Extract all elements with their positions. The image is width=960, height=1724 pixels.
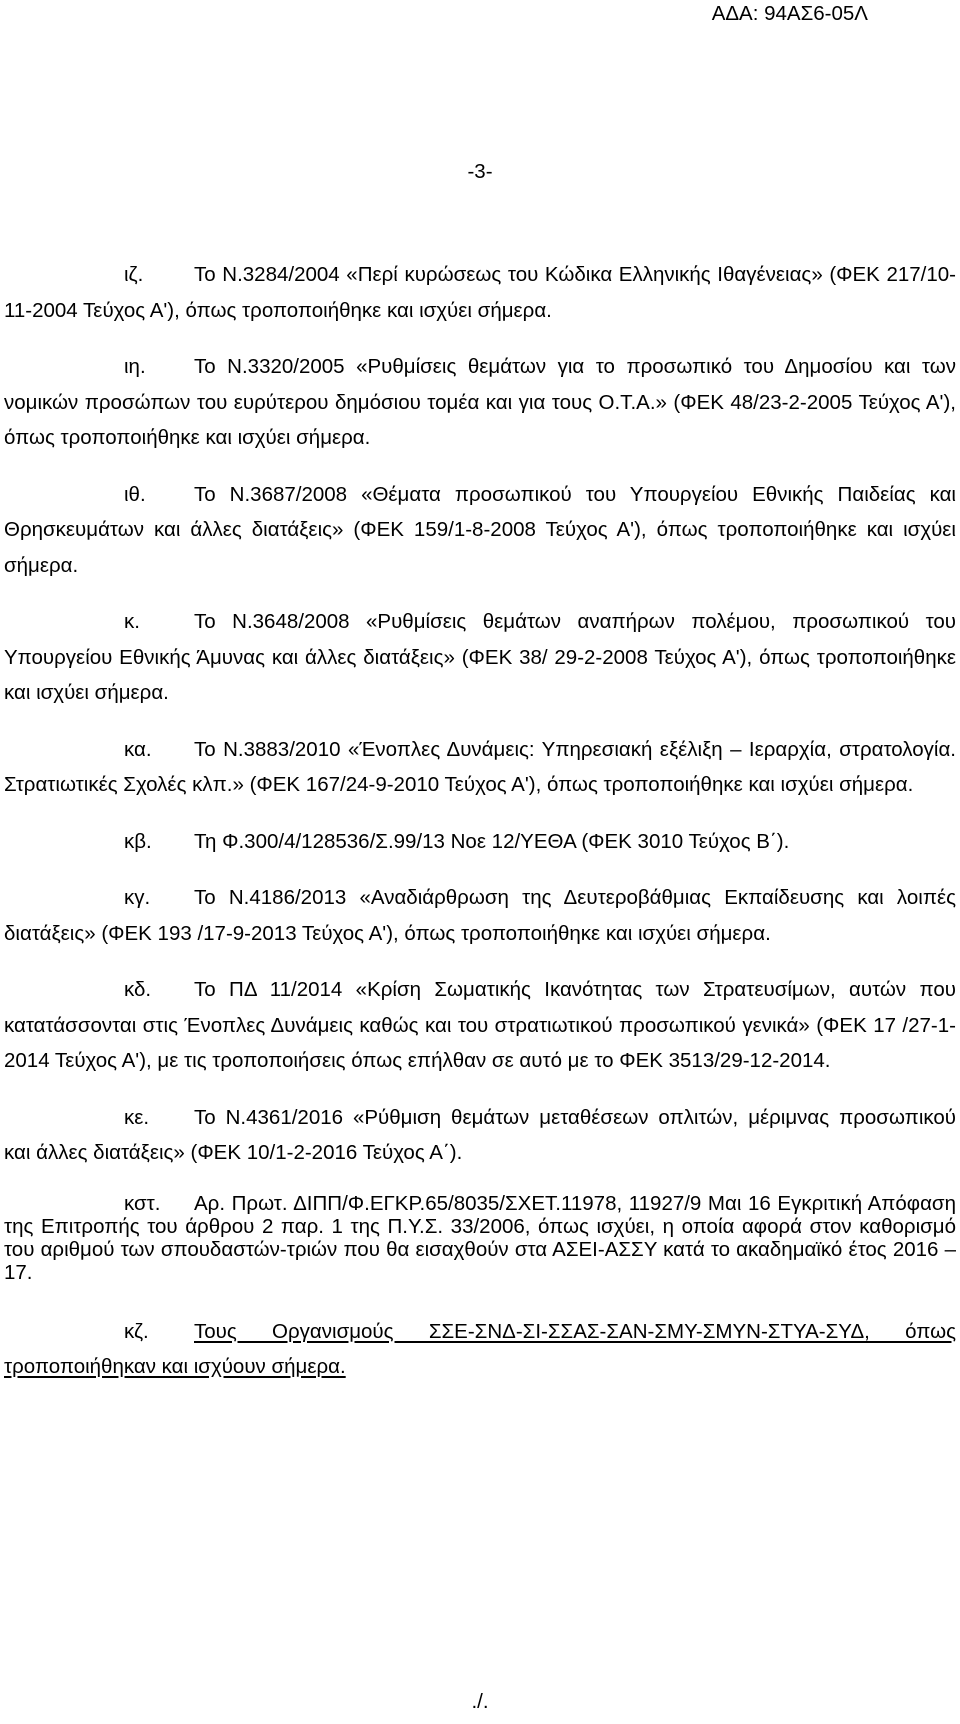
item-number: κστ.	[124, 1191, 161, 1215]
item-number: κ.	[124, 610, 140, 633]
item-text: Το Ν.4361/2016 «Ρύθμιση θεμάτων μεταθέσεων οπλιτών, μέριμνας προσωπικού και άλλες διατάξεις» (ΦΕΚ 10/1-2-2016 Τεύχος Α΄).	[4, 1105, 956, 1164]
list-item	[4, 972, 956, 1079]
list-item	[4, 604, 956, 711]
item-number: ιθ.	[124, 482, 146, 506]
list-item	[4, 1192, 956, 1284]
item-text: Το Ν.3687/2008 «Θέματα προσωπικού του Υπουργείου Εθνικής Παιδείας και Θρησκευμάτων και άλλες διατάξεις» (ΦΕΚ 159/1-8-2008 Τεύχος Α'), όπως τροποποιήθηκε και ισχύει σήμερα.	[4, 482, 956, 577]
list-item	[4, 1100, 956, 1171]
item-number: ιη.	[124, 355, 146, 378]
item-number: κε.	[124, 1105, 150, 1129]
item-number: ιζ.	[124, 263, 144, 286]
list-item	[4, 349, 956, 456]
document-body	[4, 257, 956, 1406]
item-text: Το Ν.4186/2013 «Αναδιάρθρωση της Δευτεροβάθμιας Εκπαίδευσης και λοιπές διατάξεις» (ΦΕΚ 193 /17-9-2013 Τεύχος Α'), όπως τροποποιήθηκε και ισχύει σήμερα.	[4, 886, 956, 945]
list-item	[4, 477, 956, 584]
item-number: κγ.	[124, 886, 151, 909]
ada-code: ΑΔΑ: 94ΑΣ6-05Λ	[711, 2, 868, 25]
page-number: -3-	[467, 160, 493, 183]
item-text: Το Ν.3284/2004 «Περί κυρώσεως του Κώδικα Ελληνικής Ιθαγένειας» (ΦΕΚ 217/10-11-2004 Τεύχος Α'), όπως τροποποιήθηκε και ισχύει σήμερα.	[4, 263, 956, 322]
list-item	[4, 1314, 956, 1385]
item-text: Το Ν.3320/2005 «Ρυθμίσεις θεμάτων για το προσωπικό του Δημοσίου και των νομικών προσώπων του ευρύτερου δημόσιου τομέα και για τους Ο.Τ.Α.» (ΦΕΚ 48/23-2-2005 Τεύχος Α'), όπως τροποποιήθηκε και ισχύει σήμερα.	[4, 355, 956, 449]
item-text: Το ΠΔ 11/2014 «Κρίση Σωματικής Ικανότητας των Στρατευσίμων, αυτών που κατατάσσονται στις Ένοπλες Δυνάμεις καθώς και του στρατιωτικού προσωπικού γενικά» (ΦΕΚ 17 /27-1-2014 Τεύχος Α'), με τις τροποποιήσεις όπως επήλθαν σε αυτό με το ΦΕΚ 3513/29-12-2014.	[4, 978, 956, 1072]
list-item	[4, 824, 956, 860]
list-item	[4, 257, 956, 328]
continuation-mark: ./.	[471, 1690, 489, 1713]
item-text: Τη Φ.300/4/128536/Σ.99/13 Νοε 12/ΥΕΘΑ (ΦΕΚ 3010 Τεύχος Β΄).	[194, 829, 790, 853]
item-text: Τους Οργανισμούς ΣΣΕ-ΣΝΔ-ΣΙ-ΣΣΑΣ-ΣΑΝ-ΣΜΥ-ΣΜΥΝ-ΣΤΥΑ-ΣΥΔ, όπως τροποποιήθηκαν και ισχύουν σήμερα.	[4, 1319, 956, 1378]
item-text: Το Ν.3883/2010 «Ένοπλες Δυνάμεις: Υπηρεσιακή εξέλιξη – Ιεραρχία, στρατολογία. Στρατιωτικές Σχολές κλπ.» (ΦΕΚ 167/24-9-2010 Τεύχος Α'), όπως τροποποιήθηκε και ισχύει σήμερα.	[4, 737, 956, 796]
item-number: κδ.	[124, 978, 152, 1001]
item-number: κα.	[124, 737, 152, 761]
item-text: Αρ. Πρωτ. ΔΙΠΠ/Φ.ΕΓΚΡ.65/8035/ΣΧΕΤ.11978, 11927/9 Μαι 16 Εγκριτική Απόφαση της Επιτροπής του άρθρου 2 παρ. 1 της Π.Υ.Σ. 33/2006, όπως ισχύει, η οποία αφορά στον καθορισμό του αριθμού των σπουδαστών-τριών που θα εισαχθούν στα ΑΣΕΙ-ΑΣΣΥ κατά το ακαδημαϊκό έτος 2016 – 17.	[4, 1191, 956, 1284]
item-text: Το Ν.3648/2008 «Ρυθμίσεις θεμάτων αναπήρων πολέμου, προσωπικού του Υπουργείου Εθνικής Άμυνας και άλλες διατάξεις» (ΦΕΚ 38/ 29-2-2008 Τεύχος Α'), όπως τροποποιήθηκε και ισχύει σήμερα.	[4, 610, 956, 704]
item-number: κβ.	[124, 829, 152, 853]
list-item	[4, 732, 956, 803]
list-item	[4, 880, 956, 951]
item-number: κζ.	[124, 1319, 149, 1343]
